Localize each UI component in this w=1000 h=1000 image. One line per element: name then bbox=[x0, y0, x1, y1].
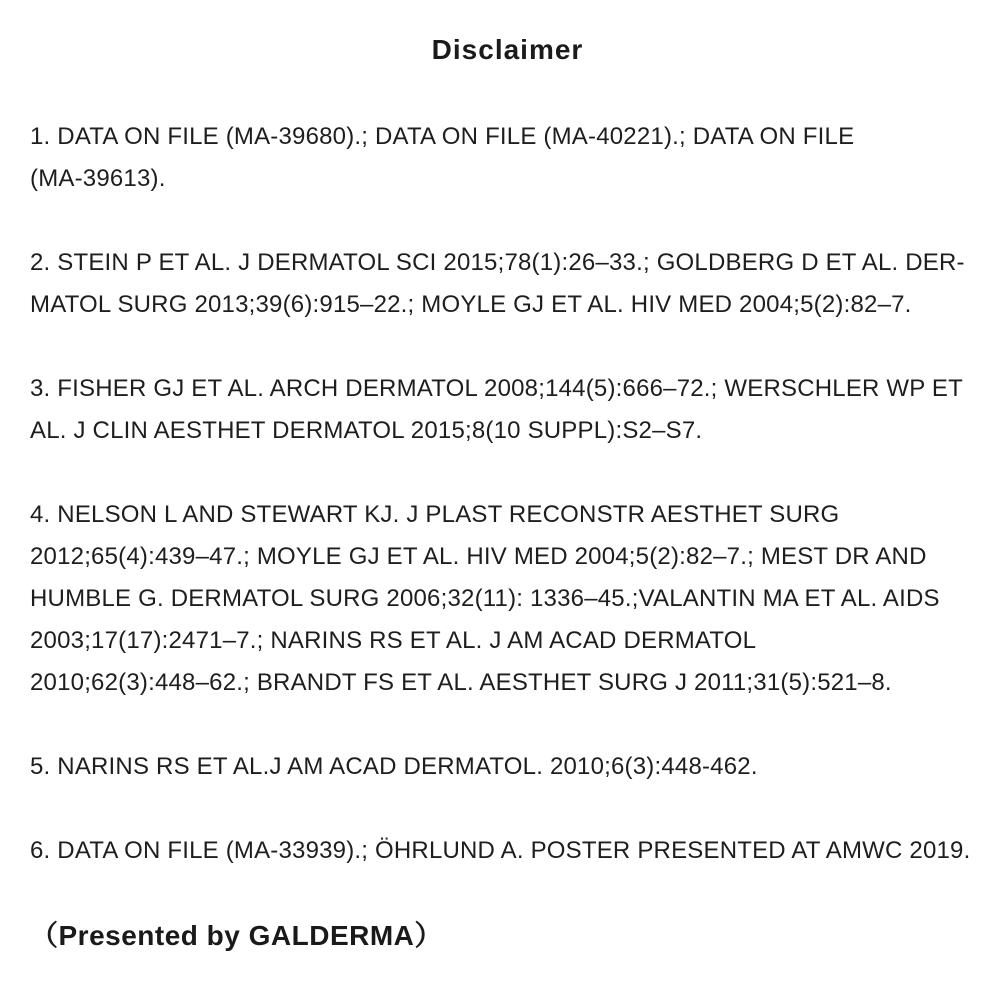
page-title: Disclaimer bbox=[431, 34, 584, 65]
reference-line: 2012;65(4):439–47.; MOYLE GJ ET AL. HIV MED 2004;5(2):82–7.; MEST DR AND bbox=[30, 543, 927, 570]
reference-line: 6. DATA ON FILE (MA-33939).; ÖHRLUND A. POSTER PRESENTED AT AMWC 2019. bbox=[30, 837, 971, 864]
presented-by-footer: （Presented by GALDERMA） bbox=[30, 920, 443, 951]
reference-item-3 bbox=[30, 368, 975, 452]
reference-item-2 bbox=[30, 242, 975, 326]
reference-item-1 bbox=[30, 116, 975, 200]
reference-item-4 bbox=[30, 494, 975, 704]
reference-line: MATOL SURG 2013;39(6):915–22.; MOYLE GJ ET AL. HIV MED 2004;5(2):82–7. bbox=[30, 291, 912, 318]
reference-line: 2003;17(17):2471–7.; NARINS RS ET AL. J AM ACAD DERMATOL bbox=[30, 627, 757, 654]
reference-line: 2. STEIN P ET AL. J DERMATOL SCI 2015;78(1):26–33.; GOLDBERG D ET AL. DER- bbox=[30, 249, 965, 276]
reference-item-5 bbox=[30, 746, 975, 788]
reference-line: 1. DATA ON FILE (MA-39680).; DATA ON FILE (MA-40221).; DATA ON FILE bbox=[30, 123, 855, 150]
reference-line: HUMBLE G. DERMATOL SURG 2006;32(11): 1336–45.;VALANTIN MA ET AL. AIDS bbox=[30, 585, 940, 612]
reference-line: AL. J CLIN AESTHET DERMATOL 2015;8(10 SUPPL):S2–S7. bbox=[30, 417, 703, 444]
reference-line: (MA-39613). bbox=[30, 165, 166, 192]
reference-line: 5. NARINS RS ET AL.J AM ACAD DERMATOL. 2010;6(3):448-462. bbox=[30, 753, 758, 780]
reference-line: 4. NELSON L AND STEWART KJ. J PLAST RECONSTR AESTHET SURG bbox=[30, 501, 840, 528]
reference-item-6 bbox=[30, 830, 975, 872]
reference-line: 3. FISHER GJ ET AL. ARCH DERMATOL 2008;144(5):666–72.; WERSCHLER WP ET bbox=[30, 375, 963, 402]
reference-line: 2010;62(3):448–62.; BRANDT FS ET AL. AESTHET SURG J 2011;31(5):521–8. bbox=[30, 669, 892, 696]
reference-list bbox=[30, 116, 975, 914]
